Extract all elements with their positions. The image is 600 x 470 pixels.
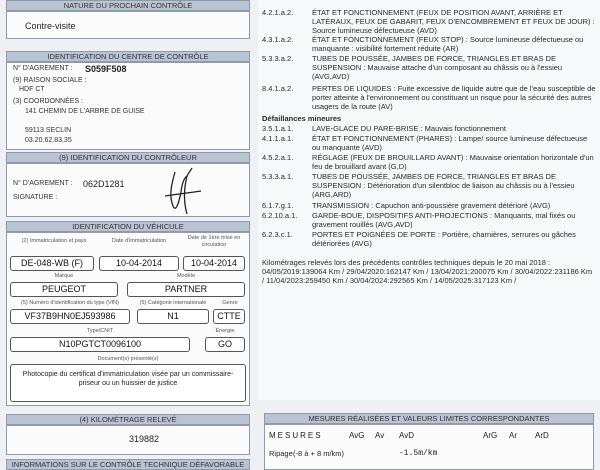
model-value: PARTNER <box>127 282 245 297</box>
minor-defect-code: 3.5.1.a.1. <box>262 124 294 133</box>
odometer-header: (4) KILOMÉTRAGE RELEVÉ <box>6 414 250 425</box>
vehicle-header: IDENTIFICATION DU VÉHICULE <box>6 221 250 232</box>
defect-desc: TUBES DE POUSSÉE, JAMBES DE FORCE, TRIANGLES ET BRAS DE SUSPENSION : Mauvaise attache d'un composant au châssis ou à l'essieu (AVG,AVD) <box>312 54 563 81</box>
minor-defect-desc: GARDE-BOUE, DISPOSITIFS ANTI-PROJECTIONS : Manquants, mal fixés ou gravement rouillés (AVG,AVD) <box>312 211 576 229</box>
genre-label: Genre <box>222 300 238 306</box>
center-phone: 03.20.62.83.35 <box>25 137 72 144</box>
defect-desc: ÉTAT ET FONCTIONNEMENT (FEUX STOP) : Source lumineuse défectueuse ou manquante : visibilité fortement réduite (AR) <box>312 35 584 53</box>
defect-desc: ÉTAT ET FONCTIONNEMENT (FEUX DE POSITION AVANT, ARRIÈRE ET LATÉRAUX, FEUX DE GABARIT, FEUX D'ENCOMBREMENT ET FEUX DE JOUR) : Source lumineuse défectueuse (AVD) <box>312 8 595 35</box>
vin-label: (5) Numéro d'identification du type (VIN) <box>21 300 119 306</box>
vin-value: VF37B9HN0EJ593986 <box>10 309 130 324</box>
minor-defect-code: 4.5.2.a.1. <box>262 153 294 162</box>
measures-title: MESURES <box>269 431 323 440</box>
controller-box <box>6 163 250 217</box>
center-city: 59113 SECLIN <box>25 127 72 134</box>
brand-label: Marque <box>54 273 74 279</box>
defects-area <box>258 0 600 400</box>
first-circ-value: 10-04-2014 <box>183 256 245 271</box>
reg-date-value: 10-04-2014 <box>99 256 179 271</box>
measures-box <box>264 424 594 470</box>
minor-defect-code: 4.1.1.a.1. <box>262 134 294 143</box>
coords-label: (3) COORDONNÉES : <box>13 98 84 105</box>
category-label: (5) Catégorie internationale <box>139 300 207 306</box>
center-agreement-label: N° D'AGREMENT : <box>13 65 73 72</box>
minor-defect-desc: RÉGLAGE (FEUX DE BROUILLARD AVANT) : Mauvaise orientation horizontale d'un feu de brouillard avant (G,D) <box>312 153 594 171</box>
measure-col: Av <box>375 431 385 440</box>
ripage-value: -1.5m/km <box>399 449 438 458</box>
minor-defect-desc: TUBES DE POUSSÉE, JAMBES DE FORCE, TRIANGLES ET BRAS DE SUSPENSION : Détérioration d'un silentbloc de liaison au châssis ou à l'essieu (ARG,ARD) <box>312 172 575 199</box>
controller-signature <box>157 166 207 220</box>
measure-col: ArD <box>535 431 549 440</box>
minor-defects-title: Défaillances mineures <box>262 114 342 123</box>
first-circ-label: Date de 1ère mise en circulation <box>187 235 241 248</box>
energy-label: Énergie <box>215 328 235 334</box>
type-value: N10PGTCT0096100 <box>10 337 190 352</box>
measure-col: AvD <box>399 431 414 440</box>
controller-agreement-label: N° D'AGREMENT : <box>13 180 73 187</box>
right-column <box>258 0 600 470</box>
minor-defect-code: 5.3.3.a.1. <box>262 172 294 181</box>
mileage-history: 04/05/2019:139064 Km / 29/04/2020:162147 Km / 13/04/2021:200075 Km / 30/04/2022:231186 Km / 11/04/2023:259450 Km / 30/04/2024:292565 Km / 14/05/2025:317123 Km / <box>262 267 593 285</box>
next-inspection-value: Contre-visite <box>25 21 76 31</box>
measure-col: AvG <box>349 431 365 440</box>
plate-value: DE-048-WB (F) <box>10 256 94 271</box>
reg-date-label: Date d'immatriculation <box>111 238 167 244</box>
signature-label: SIGNATURE : <box>13 194 58 201</box>
docs-box <box>10 364 246 402</box>
measures-header: MESURES RÉALISÉES ET VALEURS LIMITES CORRESPONDANTES <box>264 413 594 424</box>
minor-defect-code: 6.2.10.a.1. <box>262 211 298 220</box>
measure-col: Ar <box>509 431 517 440</box>
defect-code: 4.3.1.a.2. <box>262 35 294 44</box>
vehicle-box <box>6 232 250 406</box>
center-agreement-value: S059F508 <box>85 64 127 74</box>
defect-code: 8.4.1.a.2. <box>262 84 294 93</box>
minor-defect-desc: TRANSMISSION : Capuchon anti-poussière gravement détérioré (AVG) <box>312 201 551 210</box>
odometer-value: 319882 <box>129 434 160 444</box>
minor-defect-code: 6.2.3.c.1. <box>262 230 293 239</box>
minor-defect-desc: PORTES ET POIGNÉES DE PORTE : Portière, charnières, serrures ou gâches détériorées (AVG) <box>312 230 576 248</box>
type-label: Type/CNIT <box>86 328 114 334</box>
minor-defect-desc: LAVE-GLACE DU PARE-BRISE : Mauvais fonctionnement <box>312 124 506 133</box>
defect-code: 4.2.1.a.2. <box>262 8 294 17</box>
left-column <box>0 0 256 470</box>
next-inspection-box <box>6 11 250 39</box>
center-header: IDENTIFICATION DU CENTRE DE CONTRÔLE <box>6 51 250 62</box>
info-header: INFORMATIONS SUR LE CONTRÔLE TECHNIQUE DÉFAVORABLE <box>6 459 250 470</box>
genre-value: CTTE <box>213 309 245 324</box>
minor-defect-code: 6.1.7.g.1. <box>262 201 294 210</box>
model-label: Modèle <box>176 273 196 279</box>
minor-defect-desc: ÉTAT ET FONCTIONNEMENT (PHARES) : Lampe/ source lumineuse défectueuse ou manquante (AVD) <box>312 134 588 152</box>
ripage-limits: (-8 à + 8 m/km) <box>293 449 345 458</box>
controller-header: (9) IDENTIFICATION DU CONTRÔLEUR <box>6 152 250 163</box>
plate-label: (2) Immatriculation et pays <box>21 238 87 244</box>
brand-value: PEUGEOT <box>10 282 118 297</box>
controller-agreement-value: 062D1281 <box>83 179 125 189</box>
odometer-box <box>6 425 250 455</box>
center-box <box>6 62 250 150</box>
ripage-label: Ripage <box>269 449 293 458</box>
defect-code: 5.3.3.a.2. <box>262 54 294 63</box>
docs-label: Document(s) présenté(s) <box>97 356 159 362</box>
defect-desc: PERTES DE LIQUIDES : Fuite excessive de liquide autre que de l'eau susceptible de porter atteinte à l'environnement ou constituant un risque pour la sécurité des autres usagers de la route (AV) <box>312 84 596 111</box>
docs-value: Photocopie du certificat d'immatriculation visée par un commissaire-priseur ou un huissier de justice <box>22 371 234 387</box>
category-value: N1 <box>137 309 209 324</box>
energy-value: GO <box>205 337 245 352</box>
next-inspection-header: NATURE DU PROCHAIN CONTRÔLE <box>6 0 250 11</box>
mileage-history-title: Kilométrages relevés lors des précédents contrôles techniques depuis le 20 mai 2018 : <box>262 258 551 267</box>
center-address: 141 CHEMIN DE L'ARBRE DE GUISE <box>25 108 145 115</box>
company-label: (9) RAISON SOCIALE : <box>13 77 87 84</box>
measure-col: ArG <box>483 431 498 440</box>
company-value: HDF CT <box>19 86 45 93</box>
